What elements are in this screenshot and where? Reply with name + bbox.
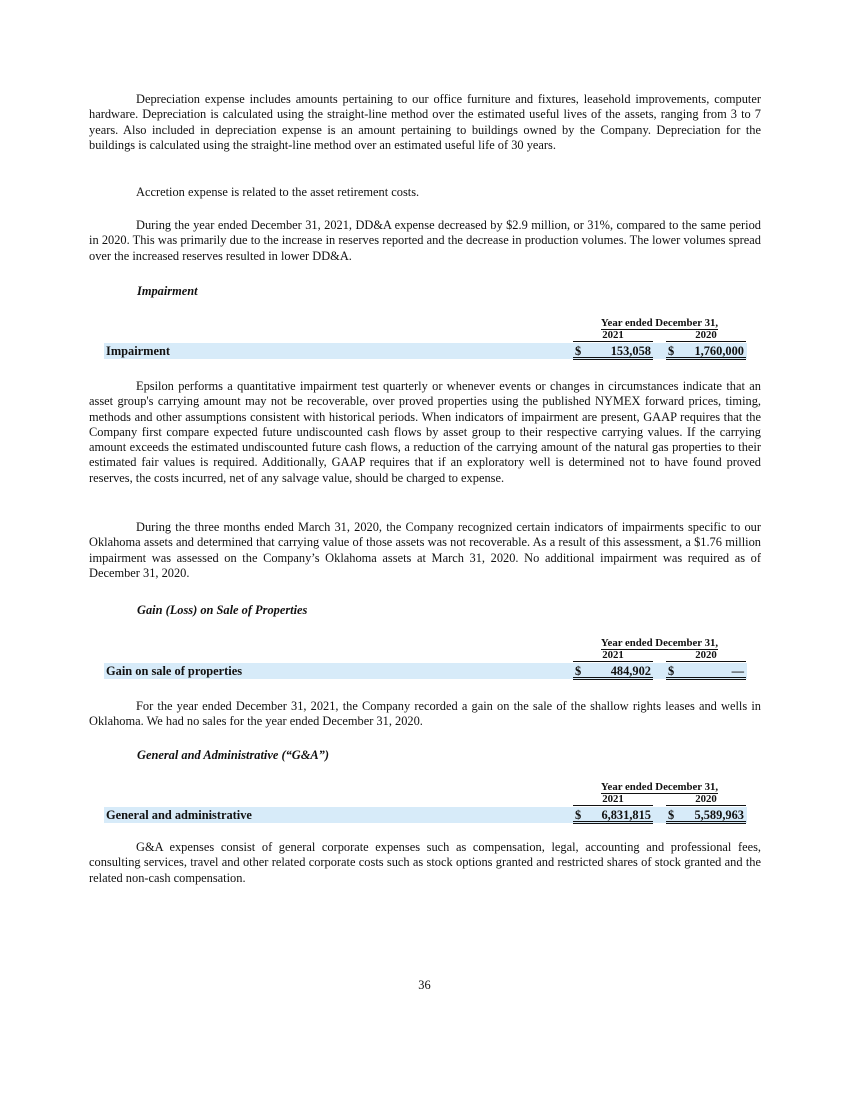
table-header-year-2021: 2021 (573, 329, 653, 342)
amount: — (731, 664, 744, 678)
currency-symbol: $ (668, 664, 675, 678)
table-header-year-2021: 2021 (573, 793, 653, 806)
ga-table-header (573, 781, 746, 806)
table-header-title: Year ended December 31, (600, 637, 719, 649)
impairment-row (104, 343, 747, 359)
amount: 153,058 (610, 344, 651, 358)
impairment-heading: Impairment (137, 284, 198, 298)
page-number: 36 (418, 978, 431, 992)
value-2021 (573, 807, 653, 824)
dda-paragraph: During the year ended December 31, 2021, DD&A expense decreased by $2.9 million, or 31%, compared to the same period in 2020. This was primarily due to the increase in reserves reported and the decrease in production volumes. The lower volumes spread over the increased reserves resulted in lower DD&A. (89, 218, 761, 263)
table-header-year-2021: 2021 (573, 649, 653, 662)
gain-row (104, 663, 747, 679)
ga-heading: General and Administrative (“G&A”) (137, 748, 329, 762)
currency-symbol: $ (575, 664, 582, 678)
amount: 1,760,000 (694, 344, 744, 358)
amount: 484,902 (610, 664, 651, 678)
impairment-test-paragraph: Epsilon performs a quantitative impairment test quarterly or whenever events or changes in circumstances indicate that an asset group's carrying amount may not be recoverable, over proved properties using the published NYMEX forward prices, timing, methods and other assumptions consistent with historical periods. When indicators of impairment are present, GAAP requires that the Company first compare expected future undiscounted cash flows by asset group to their respective carrying values. If the carrying amount exceeds the estimated undiscounted future cash flows, a reduction of the carrying amount of the natural gas properties to their estimated fair values is required. Additionally, GAAP requires that if an exploratory well is determined not to have found proved reserves, the costs incurred, net of any salvage value, should be charged to expense. (89, 379, 761, 485)
amount: 5,589,963 (694, 808, 744, 822)
row-label: General and administrative (106, 808, 252, 822)
table-header-year-2020: 2020 (666, 329, 746, 342)
depreciation-paragraph: Depreciation expense includes amounts pertaining to our office furniture and fixtures, leasehold improvements, computer hardware. Depreciation is calculated using the straight-line method over the estimated useful lives of the assets, ranging from 3 to 7 years. Also included in depreciation expense is an amount pertaining to buildings owned by the Company. Depreciation for the buildings is calculated using the straight-line method over an estimated useful life of 30 years. (89, 92, 761, 152)
currency-symbol: $ (575, 344, 582, 358)
impairment-2020-paragraph: During the three months ended March 31, 2020, the Company recognized certain indicators of impairments specific to our Oklahoma assets and determined that carrying value of those assets was not recoverable. As a result of this assessment, a $1.76 million impairment was assessed on the Company’s Oklahoma assets at March 31, 2020. No additional impairment was required as of December 31, 2020. (89, 520, 761, 580)
table-header-year-2020: 2020 (666, 649, 746, 662)
gain-paragraph: For the year ended December 31, 2021, the Company recorded a gain on the sale of the shallow rights leases and wells in Oklahoma. We had no sales for the year ended December 31, 2020. (89, 699, 761, 729)
table-header-title: Year ended December 31, (600, 317, 719, 329)
value-2021 (573, 343, 653, 360)
value-2021 (573, 663, 653, 680)
currency-symbol: $ (668, 808, 675, 822)
ga-paragraph: G&A expenses consist of general corporate expenses such as compensation, legal, accounting and professional fees, consulting services, travel and other related corporate costs such as stock options granted and restricted shares of stock granted and the related non-cash compensation. (89, 840, 761, 885)
ga-row (104, 807, 747, 823)
currency-symbol: $ (575, 808, 582, 822)
value-2020 (666, 807, 746, 824)
row-label: Gain on sale of properties (106, 664, 243, 678)
amount: 6,831,815 (601, 808, 651, 822)
row-label: Impairment (106, 344, 171, 358)
table-header-year-2020: 2020 (666, 793, 746, 806)
currency-symbol: $ (668, 344, 675, 358)
gain-heading: Gain (Loss) on Sale of Properties (137, 603, 308, 617)
table-header-title: Year ended December 31, (600, 781, 719, 793)
gain-table-header (573, 637, 746, 662)
impairment-table-header (573, 317, 746, 342)
accretion-paragraph: Accretion expense is related to the asset retirement costs. (136, 185, 420, 199)
value-2020 (666, 343, 746, 360)
value-2020 (666, 663, 746, 680)
